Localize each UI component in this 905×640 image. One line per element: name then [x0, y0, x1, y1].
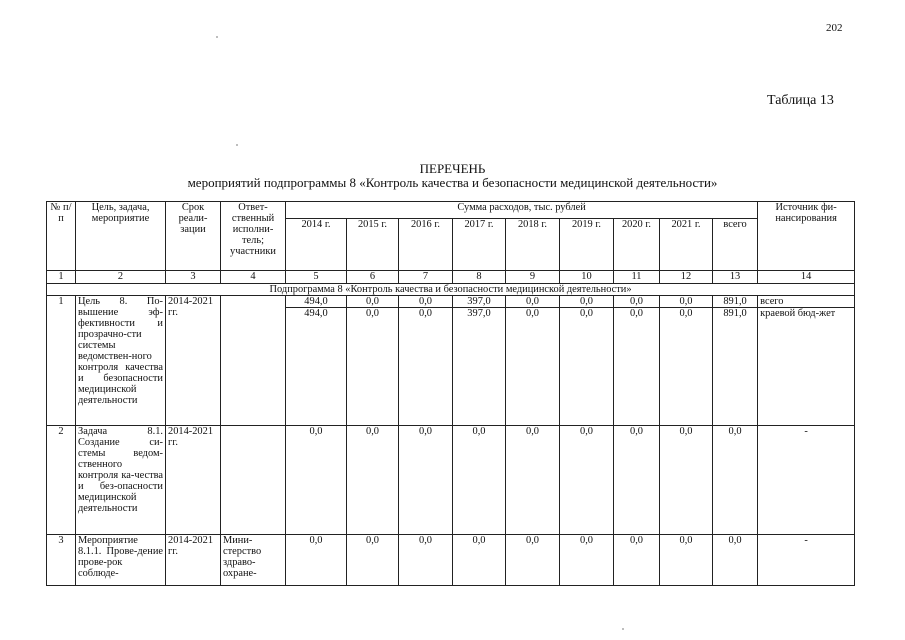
- column-number: 14: [758, 271, 855, 284]
- row-value: 0,0: [506, 296, 560, 308]
- header-year: 2019 г.: [560, 219, 614, 271]
- document-title: ПЕРЕЧЕНЬ: [419, 161, 486, 176]
- row-value: 0,0: [286, 535, 347, 586]
- row-value: 0,0: [347, 296, 399, 308]
- row-value: 0,0: [506, 535, 560, 586]
- column-number: 2: [76, 271, 166, 284]
- header-row: [47, 202, 855, 219]
- row-value: 0,0: [347, 308, 399, 426]
- row-value: 0,0: [506, 308, 560, 426]
- table-row: [47, 535, 855, 586]
- row-value: 0,0: [660, 296, 713, 308]
- row-num: 3: [47, 535, 76, 586]
- row-value: 0,0: [399, 426, 453, 535]
- row-value: 0,0: [453, 426, 506, 535]
- column-number: 7: [399, 271, 453, 284]
- row-value: 0,0: [614, 308, 660, 426]
- row-value: 397,0: [453, 308, 506, 426]
- header-year: 2015 г.: [347, 219, 399, 271]
- row-value: 891,0: [713, 308, 758, 426]
- row-value: 0,0: [713, 535, 758, 586]
- row-value: 0,0: [560, 296, 614, 308]
- column-number: 12: [660, 271, 713, 284]
- header-num: № п/п: [47, 202, 76, 271]
- row-value: 0,0: [347, 535, 399, 586]
- row-value: 0,0: [614, 535, 660, 586]
- row-value: 0,0: [660, 535, 713, 586]
- row-responsible: [221, 296, 286, 426]
- header-year: 2018 г.: [506, 219, 560, 271]
- row-value: 0,0: [399, 308, 453, 426]
- row-source: -: [758, 426, 855, 535]
- header-sum-group: Сумма расходов, тыс. рублей: [286, 202, 758, 219]
- row-source: краевой бюд-жет: [758, 308, 855, 426]
- scan-speck: [622, 628, 624, 630]
- header-source: Источник фи-нансирования: [758, 202, 855, 271]
- header-year: 2014 г.: [286, 219, 347, 271]
- column-number: 11: [614, 271, 660, 284]
- row-value: 0,0: [506, 426, 560, 535]
- table-row: [47, 296, 855, 308]
- row-num: 2: [47, 426, 76, 535]
- row-value: 891,0: [713, 296, 758, 308]
- column-number: 3: [166, 271, 221, 284]
- row-value: 494,0: [286, 308, 347, 426]
- row-source: всего: [758, 296, 855, 308]
- row-goal: Цель 8. По-вышение эф-фективности и прозрачно-сти системы ведомствен-ного контроля качества и безопасности медицинской деятельности: [76, 296, 166, 426]
- row-value: 0,0: [614, 426, 660, 535]
- header-responsible: Ответ-ственный исполни-тель; участники: [221, 202, 286, 271]
- expenses-table: [46, 201, 855, 586]
- column-number: 1: [47, 271, 76, 284]
- table-label: Таблица 13: [767, 93, 834, 108]
- document-subtitle: мероприятий подпрограммы 8 «Контроль качества и безопасности медицинской деятельности»: [187, 175, 718, 190]
- scan-speck: [236, 144, 238, 146]
- table-row: [47, 426, 855, 535]
- scan-speck: [216, 36, 218, 38]
- row-responsible: Мини-стерство здраво-охране-: [221, 535, 286, 586]
- row-value: 0,0: [399, 535, 453, 586]
- row-value: 0,0: [660, 426, 713, 535]
- subprogram-row: [47, 284, 855, 296]
- header-year: 2016 г.: [399, 219, 453, 271]
- row-term: 2014-2021 гг.: [166, 426, 221, 535]
- header-year: 2021 г.: [660, 219, 713, 271]
- header-year: 2017 г.: [453, 219, 506, 271]
- header-year: всего: [713, 219, 758, 271]
- row-value: 0,0: [560, 426, 614, 535]
- column-number: 4: [221, 271, 286, 284]
- row-source: -: [758, 535, 855, 586]
- row-term: 2014-2021 гг.: [166, 535, 221, 586]
- row-value: 397,0: [453, 296, 506, 308]
- row-goal: Мероприятие 8.1.1. Прове-дение прове-рок соблюде-: [76, 535, 166, 586]
- row-value: 0,0: [399, 296, 453, 308]
- row-term: 2014-2021 гг.: [166, 296, 221, 426]
- row-value: 0,0: [614, 296, 660, 308]
- row-value: 0,0: [347, 426, 399, 535]
- row-value: 0,0: [560, 308, 614, 426]
- subprogram-title: Подпрограмма 8 «Контроль качества и безопасности медицинской деятельности»: [47, 284, 855, 296]
- row-value: 0,0: [453, 535, 506, 586]
- page-number: 202: [826, 22, 843, 34]
- column-number: 13: [713, 271, 758, 284]
- column-number: 5: [286, 271, 347, 284]
- column-number: 6: [347, 271, 399, 284]
- row-value: 0,0: [713, 426, 758, 535]
- row-value: 0,0: [286, 426, 347, 535]
- row-value: 0,0: [560, 535, 614, 586]
- column-number-row: [47, 271, 855, 284]
- header-term: Срок реали-зации: [166, 202, 221, 271]
- row-goal: Задача 8.1. Создание си-стемы ведом-ственного контроля ка-чества и без-опасности медицинской деятельности: [76, 426, 166, 535]
- header-goal: Цель, задача, мероприятие: [76, 202, 166, 271]
- column-number: 8: [453, 271, 506, 284]
- header-year: 2020 г.: [614, 219, 660, 271]
- row-value: 0,0: [660, 308, 713, 426]
- row-responsible: [221, 426, 286, 535]
- row-value: 494,0: [286, 296, 347, 308]
- column-number: 9: [506, 271, 560, 284]
- column-number: 10: [560, 271, 614, 284]
- row-num: 1: [47, 296, 76, 426]
